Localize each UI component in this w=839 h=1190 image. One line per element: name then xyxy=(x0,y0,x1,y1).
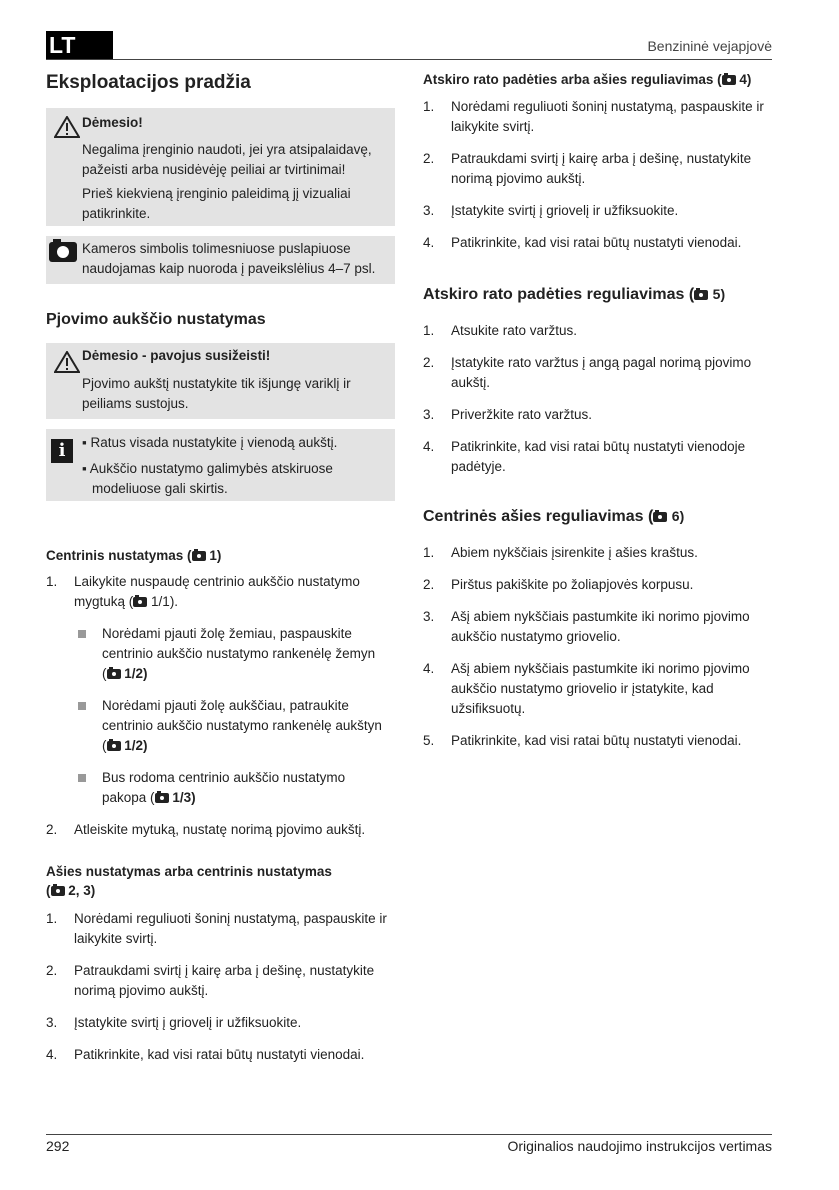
footer-text: Originalios naudojimo instrukcijos vertimas xyxy=(507,1138,772,1154)
footer-divider xyxy=(46,1134,772,1135)
info-icon: i xyxy=(51,439,73,463)
camera-icon xyxy=(653,512,667,522)
camera-note-text: Kameros simbolis tolimesniuose puslapiuose naudojamas kaip nuoroda į paveikslėlius 4–7 psl. xyxy=(82,241,376,276)
step-text: Atsukite rato varžtus. xyxy=(451,323,578,338)
subsection-title-text: Centrinis nustatymas ( xyxy=(46,548,192,563)
step-number: 1. xyxy=(46,911,58,926)
list-item xyxy=(423,731,773,751)
camera-icon xyxy=(192,551,206,561)
camera-icon xyxy=(51,886,65,896)
page-number: 292 xyxy=(46,1138,70,1154)
step-number: 4. xyxy=(423,661,435,676)
list-item xyxy=(423,575,773,595)
list-item xyxy=(46,768,392,808)
list-item xyxy=(423,233,773,253)
camera-icon xyxy=(694,290,708,300)
subsection-title-text: Ašies nustatymas arba centrinis nustatymas xyxy=(46,864,332,879)
figure-ref: 6) xyxy=(671,508,685,524)
warning-box xyxy=(46,343,395,419)
warning-title: Dėmesio - pavojus susižeisti! xyxy=(82,348,271,363)
camera-note-box xyxy=(46,236,395,284)
warning-triangle-icon xyxy=(54,351,80,373)
list-item xyxy=(423,149,773,189)
step-text: Patraukdami svirtį į kairę arba į dešinę, nustatykite norimą pjovimo aukštį. xyxy=(74,963,375,998)
bullet-square xyxy=(78,630,86,638)
subsection-title-text: Atskiro rato padėties arba ašies reguliavimas ( xyxy=(423,72,722,87)
list-item: Norėdami pjauti žolę žemiau, paspauskite centrinio aukščio nustatymo rankenėlę žemyn ( 1/2) xyxy=(46,624,398,684)
step-number: 2. xyxy=(423,577,435,592)
step-text: Įstatykite svirtį į griovelį ir užfiksuokite. xyxy=(451,203,679,218)
list-item xyxy=(423,201,773,221)
list-item xyxy=(46,1013,392,1033)
figure-ref: 4) xyxy=(739,72,752,87)
camera-icon xyxy=(107,669,121,679)
list-item xyxy=(46,961,392,1001)
list-item xyxy=(46,820,392,840)
step-number: 3. xyxy=(423,203,435,218)
page-title: Eksploatacijos pradžia xyxy=(46,72,251,93)
step-text: Ašį abiem nykščiais pastumkite iki norimo pjovimo aukščio nustatymo griovelio ir įstatykite, kad užsifiksuotų. xyxy=(451,661,750,716)
camera-icon xyxy=(155,793,169,803)
step-number: 2. xyxy=(423,355,435,370)
step-number: 2. xyxy=(46,822,58,837)
language-badge: LT xyxy=(46,31,113,59)
figure-ref: 1/2) xyxy=(124,738,148,753)
step-text: Priveržkite rato varžtus. xyxy=(451,407,593,422)
step-text: Patikrinkite, kad visi ratai būtų nustatyti vienodoje padėtyje. xyxy=(451,439,746,474)
warning-text: Pjovimo aukštį nustatykite tik išjungę variklį ir peiliams sustojus. xyxy=(82,376,351,411)
step-text: Patikrinkite, kad visi ratai būtų nustatyti vienodai. xyxy=(451,733,742,748)
step-text: Pirštus pakiškite po žoliapjovės korpusu. xyxy=(451,577,694,592)
list-item xyxy=(46,909,392,949)
step-number: 4. xyxy=(423,439,435,454)
camera-icon xyxy=(107,741,121,751)
subsection-title: Ašies nustatymas arba centrinis nustatymas ( 2, 3) xyxy=(46,864,332,898)
list-item: Norėdami pjauti žolę aukščiau, patraukite centrinio aukščio nustatymo rankenėlę aukštyn ( 1/2) xyxy=(46,696,398,756)
step-number: 3. xyxy=(423,407,435,422)
bullet-square xyxy=(78,774,86,782)
list-item xyxy=(46,572,392,612)
step-text: Patraukdami svirtį į kairę arba į dešinę, nustatykite norimą pjovimo aukštį. xyxy=(451,151,752,186)
step-text: Įstatykite svirtį į griovelį ir užfiksuokite. xyxy=(74,1015,302,1030)
figure-ref: 1/2) xyxy=(124,666,148,681)
info-bullet: ▪ Ratus visada nustatykite į vienodą aukštį. xyxy=(82,435,338,450)
step-text: Norėdami reguliuoti šoninį nustatymą, paspauskite ir laikykite svirtį. xyxy=(451,99,764,134)
list-item xyxy=(423,543,773,563)
sec1-steps xyxy=(423,97,773,253)
warning-triangle-icon xyxy=(54,116,80,138)
figure-ref: 2, 3) xyxy=(68,883,96,898)
step-number: 1. xyxy=(423,323,435,338)
list-item xyxy=(423,97,773,137)
step-number: 1. xyxy=(46,574,58,589)
figure-ref: 1/1). xyxy=(151,594,179,609)
info-box xyxy=(46,429,395,501)
step-number: 1. xyxy=(423,99,435,114)
warning-text: Prieš kiekvieną įrenginio paleidimą jį vizualiai patikrinkite. xyxy=(82,186,351,221)
figure-ref: 1) xyxy=(209,548,222,563)
list-item xyxy=(423,405,773,425)
step-number: 2. xyxy=(46,963,58,978)
list-item xyxy=(423,353,773,393)
step-text: Laikykite nuspaudę centrinio aukščio nustatymo mygtuką ( xyxy=(74,574,360,609)
axle-steps xyxy=(46,909,392,1065)
step-number: 2. xyxy=(423,151,435,166)
step-text: Norėdami pjauti žolę aukščiau, patraukite centrinio aukščio nustatymo rankenėlę aukštyn xyxy=(102,698,382,733)
info-bullet-text: Ratus visada nustatykite į vienodą aukštį. xyxy=(90,435,338,450)
subsection-title xyxy=(423,70,773,89)
camera-icon xyxy=(722,75,736,85)
header-title: Benzininė vejapjovė xyxy=(647,38,772,54)
step-text: Atleiskite mytuką, nustatę norimą pjovimo aukštį. xyxy=(74,822,366,837)
info-bullet-text: Aukščio nustatymo galimybės atskiruose modeliuose gali skirtis. xyxy=(89,461,333,496)
step-number: 3. xyxy=(46,1015,58,1030)
step-text: Patikrinkite, kad visi ratai būtų nustatyti vienodai. xyxy=(74,1047,365,1062)
bullet-square xyxy=(78,702,86,710)
warning-text: Negalima įrenginio naudoti, jei yra atsipalaidavę, pažeisti arba nusidėvėję peiliai ar tvirtinimai! xyxy=(82,142,372,177)
section-title-text: Centrinės ašies reguliavimas ( xyxy=(423,508,654,525)
sec2-steps xyxy=(423,321,773,477)
step-text: Įstatykite rato varžtus į angą pagal norimą pjovimo aukštį. xyxy=(451,355,752,390)
step-number: 3. xyxy=(423,609,435,624)
section-title: Pjovimo aukščio nustatymas xyxy=(46,311,266,328)
section-title xyxy=(423,286,773,304)
list-item xyxy=(46,1045,392,1065)
sec3-steps xyxy=(423,543,773,751)
header-divider xyxy=(46,59,772,60)
figure-ref: 5) xyxy=(712,286,726,302)
step-text: Ašį abiem nykščiais pastumkite iki norimo pjovimo aukščio nustatymo griovelio. xyxy=(451,609,750,644)
step-text: Bus rodoma centrinio aukščio nustatymo pakopa ( xyxy=(102,770,346,805)
step-number: 4. xyxy=(46,1047,58,1062)
section-title-text: Atskiro rato padėties reguliavimas ( xyxy=(423,286,695,303)
figure-ref: 1/3) xyxy=(172,790,196,805)
warning-box xyxy=(46,108,395,226)
central-steps xyxy=(46,572,392,840)
list-item xyxy=(423,607,773,647)
camera-icon xyxy=(133,597,147,607)
step-text: Abiem nykščiais įsirenkite į ašies kraštus. xyxy=(451,545,698,560)
step-number: 5. xyxy=(423,733,435,748)
step-number: 4. xyxy=(423,235,435,250)
step-text: Norėdami pjauti žolę žemiau, paspauskite centrinio aukščio nustatymo rankenėlę žemyn xyxy=(102,626,376,661)
step-text: Norėdami reguliuoti šoninį nustatymą, paspauskite ir laikykite svirtį. xyxy=(74,911,387,946)
step-number: 1. xyxy=(423,545,435,560)
list-item xyxy=(423,437,773,477)
subsection-title xyxy=(46,546,221,565)
camera-icon xyxy=(49,242,77,262)
step-text: Patikrinkite, kad visi ratai būtų nustatyti vienodai. xyxy=(451,235,742,250)
info-bullet: ▪ Aukščio nustatymo galimybės atskiruose modeliuose gali skirtis. xyxy=(82,461,333,496)
list-item xyxy=(423,321,773,341)
list-item xyxy=(423,659,773,719)
section-title xyxy=(423,508,773,526)
warning-title: Dėmesio! xyxy=(82,115,143,130)
